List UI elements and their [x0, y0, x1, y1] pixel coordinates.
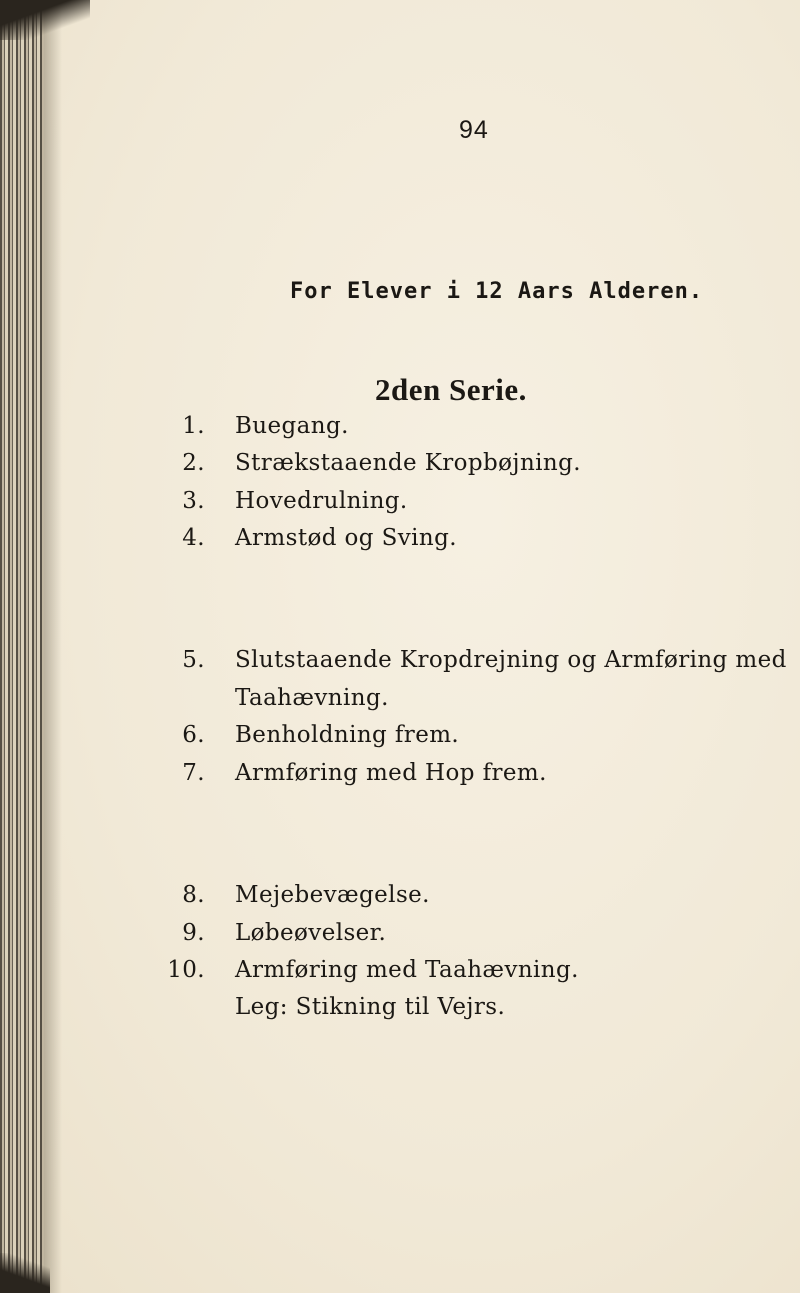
item-number: 6.	[182, 722, 205, 748]
item-text: Løbeøvelser.	[235, 920, 387, 946]
item-number: 8.	[182, 882, 205, 908]
item-text-continuation: Taahævning.	[235, 685, 389, 711]
item-number: 2.	[182, 450, 205, 476]
item-number: 7.	[182, 760, 205, 786]
item-number: 5.	[182, 647, 205, 673]
item-text: Slutstaaende Kropdrejning og Armføring med	[235, 647, 787, 673]
item-text: Hovedrulning.	[235, 488, 408, 514]
item-text: Buegang.	[235, 413, 349, 439]
item-text: Benholdning frem.	[235, 722, 460, 748]
item-number: 10.	[167, 957, 205, 983]
book-binding	[0, 0, 44, 1293]
item-number: 3.	[182, 488, 205, 514]
section-heading: For Elever i 12 Aars Alderen.	[290, 279, 704, 304]
item-text: Strækstaaende Kropbøjning.	[235, 450, 581, 476]
game-text: Leg: Stikning til Vejrs.	[235, 994, 506, 1020]
item-text: Mejebevægelse.	[235, 882, 430, 908]
page-corner-bottom	[0, 1253, 50, 1293]
item-number: 4.	[182, 525, 205, 551]
item-text: Armstød og Sving.	[235, 525, 457, 551]
page-number: 94	[459, 116, 489, 144]
item-number: 9.	[182, 920, 205, 946]
series-title: 2den Serie.	[375, 372, 527, 407]
page-corner-top	[0, 0, 90, 40]
binding-shadow	[44, 0, 62, 1293]
item-number: 1.	[182, 413, 205, 439]
item-text: Armføring med Taahævning.	[235, 957, 579, 983]
item-text: Armføring med Hop frem.	[235, 760, 547, 786]
